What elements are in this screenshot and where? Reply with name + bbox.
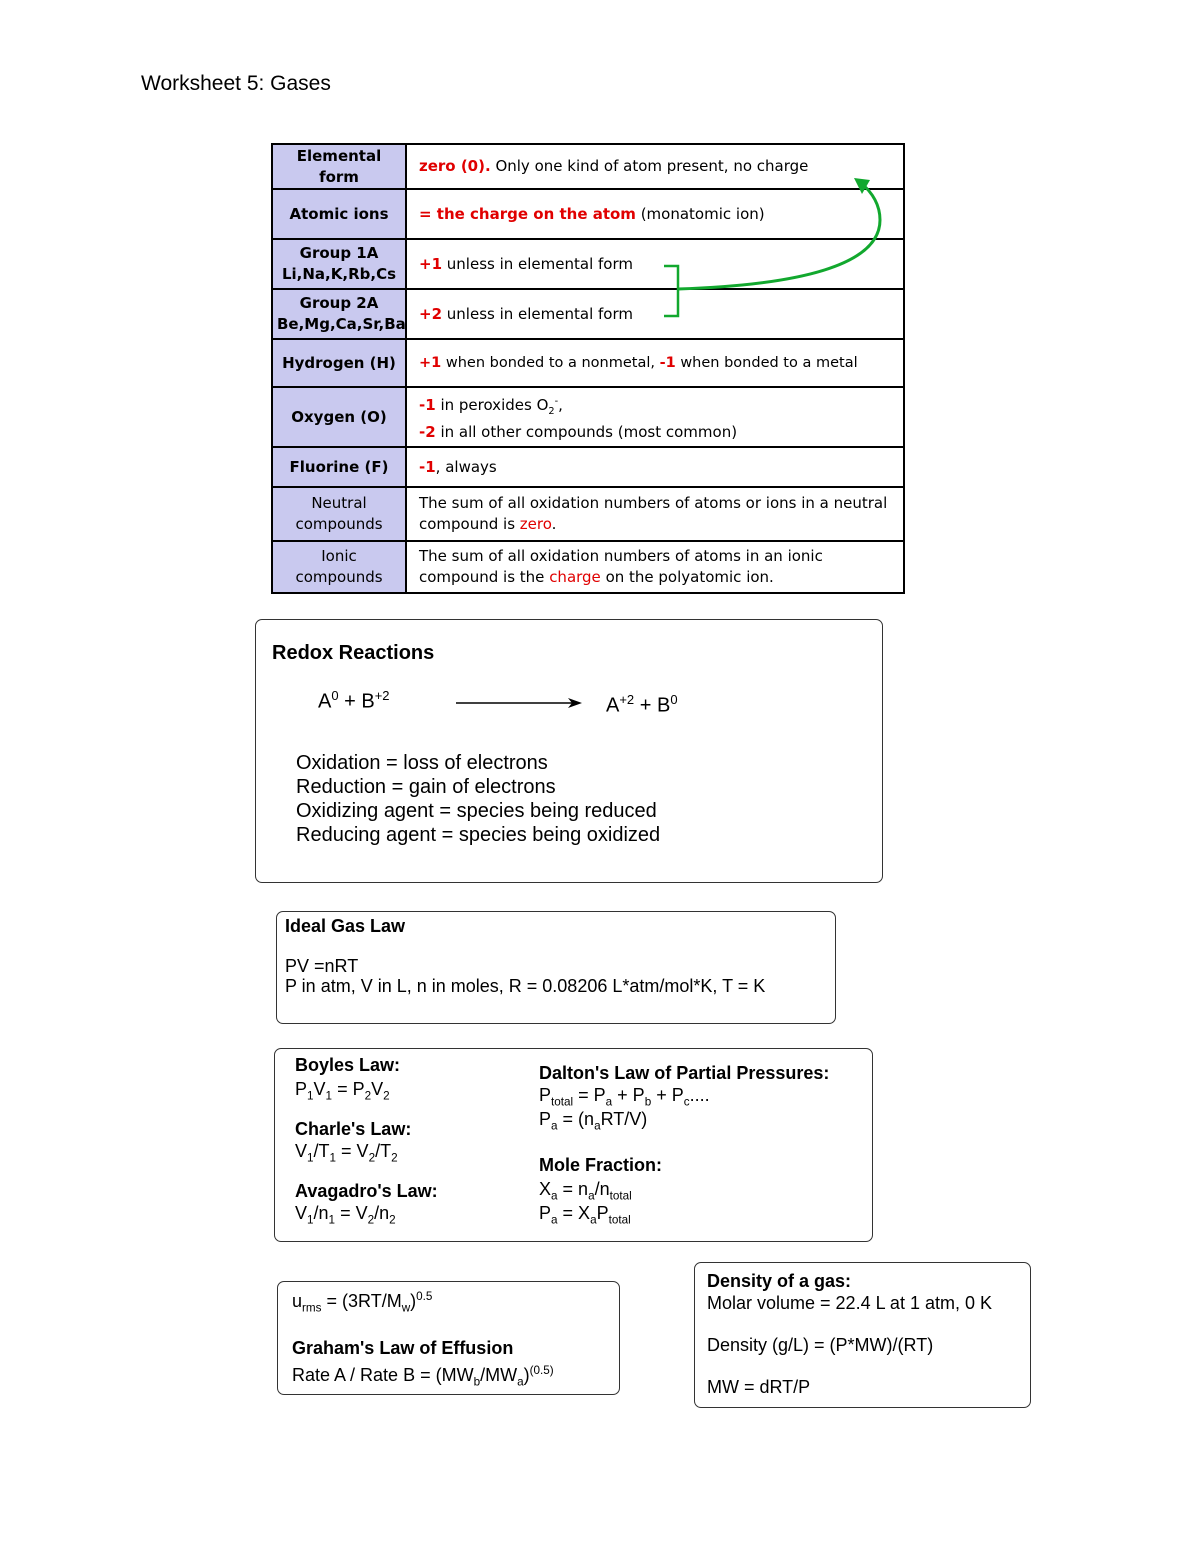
row-label: Atomic ions bbox=[272, 189, 406, 239]
ideal-gas-title: Ideal Gas Law bbox=[285, 916, 406, 936]
redox-definition: Oxidizing agent = species being reduced bbox=[296, 800, 657, 822]
row-value: +2 unless in elemental form bbox=[406, 289, 904, 339]
boyles-law-title: Boyles Law: bbox=[295, 1055, 401, 1075]
redox-definition: Reduction = gain of electrons bbox=[296, 776, 556, 798]
row-value: = the charge on the atom (monatomic ion) bbox=[406, 189, 904, 239]
molar-volume: Molar volume = 22.4 L at 1 atm, 0 K bbox=[707, 1293, 992, 1313]
avogadro-law-equation: $V_1/n_1 = V_2/n_2$ bbox=[295, 1203, 396, 1227]
row-value: -1 in peroxides $O_2^-$, -2 in all other compounds (most common) bbox=[406, 387, 904, 447]
reaction-arrow bbox=[456, 696, 586, 710]
row-label: Fluorine (F) bbox=[272, 447, 406, 487]
ideal-gas-equation: PV =nRT bbox=[285, 956, 359, 976]
row-label: Oxygen (O) bbox=[272, 387, 406, 447]
mole-fraction-title: Mole Fraction: bbox=[539, 1155, 663, 1175]
row-label: Ionic compounds bbox=[272, 541, 406, 593]
gas-laws-box bbox=[274, 1048, 873, 1242]
row-label: Elemental form bbox=[272, 144, 406, 189]
rms-speed-equation: $u_{rms} = (3RT/M_w)^{0.5}$ bbox=[292, 1290, 433, 1315]
density-equation: Density (g/L) = (P*MW)/(RT) bbox=[707, 1335, 934, 1355]
redox-title: Redox Reactions bbox=[272, 642, 435, 664]
row-value: zero (0). Only one kind of atom present, no charge bbox=[406, 144, 904, 189]
avogadro-law-title: Avagadro's Law: bbox=[295, 1181, 438, 1201]
redox-reactants: $A^0 + B^{+2}$ bbox=[318, 688, 390, 713]
boyles-law-equation: $P_1V_1 = P_2V_2$ bbox=[295, 1079, 390, 1103]
ideal-gas-law-box bbox=[276, 911, 836, 1024]
molar-mass-equation: MW = dRT/P bbox=[707, 1377, 811, 1397]
dalton-law-title: Dalton's Law of Partial Pressures: bbox=[539, 1063, 830, 1083]
grahams-law-equation: Rate A / Rate $B = (MW_b/MW_a)^{(0.5)}$ bbox=[292, 1364, 554, 1389]
dalton-law-equation: $P_{total} = P_a + P_b + P_c$.... bbox=[539, 1085, 710, 1109]
row-label: Neutral compounds bbox=[272, 487, 406, 541]
row-value: The sum of all oxidation numbers of atoms or ions in a neutral compound is zero. bbox=[406, 487, 904, 541]
ideal-gas-units: P in atm, V in L, n in moles, R = 0.08206 L*atm/mol*K, T = K bbox=[285, 976, 766, 996]
row-label: Hydrogen (H) bbox=[272, 339, 406, 387]
mole-fraction-pressure: $P_a = X_aP_{total}$ bbox=[539, 1203, 631, 1227]
row-value: -1, always bbox=[406, 447, 904, 487]
grahams-law-title: Graham's Law of Effusion bbox=[292, 1338, 514, 1358]
density-title: Density of a gas: bbox=[707, 1271, 852, 1291]
mole-fraction-equation: $X_a = n_a/n_{total}$ bbox=[539, 1179, 632, 1203]
grahams-law-box bbox=[277, 1281, 620, 1395]
density-box bbox=[694, 1262, 1031, 1408]
row-label: Group 1A Li,Na,K,Rb,Cs bbox=[272, 239, 406, 289]
row-value: +1 unless in elemental form bbox=[406, 239, 904, 289]
row-label: Group 2A Be,Mg,Ca,Sr,Ba bbox=[272, 289, 406, 339]
redox-reactions-box bbox=[255, 619, 883, 883]
charles-law-equation: $V_1/T_1 = V_2/T_2$ bbox=[295, 1141, 398, 1165]
redox-products: $A^{+2} + B^0$ bbox=[606, 692, 678, 717]
row-value: +1 when bonded to a nonmetal, -1 when bonded to a metal bbox=[406, 339, 904, 387]
redox-definition: Reducing agent = species being oxidized bbox=[296, 824, 661, 846]
charles-law-title: Charle's Law: bbox=[295, 1119, 412, 1139]
row-value: The sum of all oxidation numbers of atoms in an ionic compound is the charge on the polyatomic ion. bbox=[406, 541, 904, 593]
partial-pressure-equation: $P_a = (n_aRT/V)$ bbox=[539, 1109, 648, 1133]
page-title: Worksheet 5: Gases bbox=[141, 72, 331, 95]
redox-definition: Oxidation = loss of electrons bbox=[296, 752, 548, 774]
